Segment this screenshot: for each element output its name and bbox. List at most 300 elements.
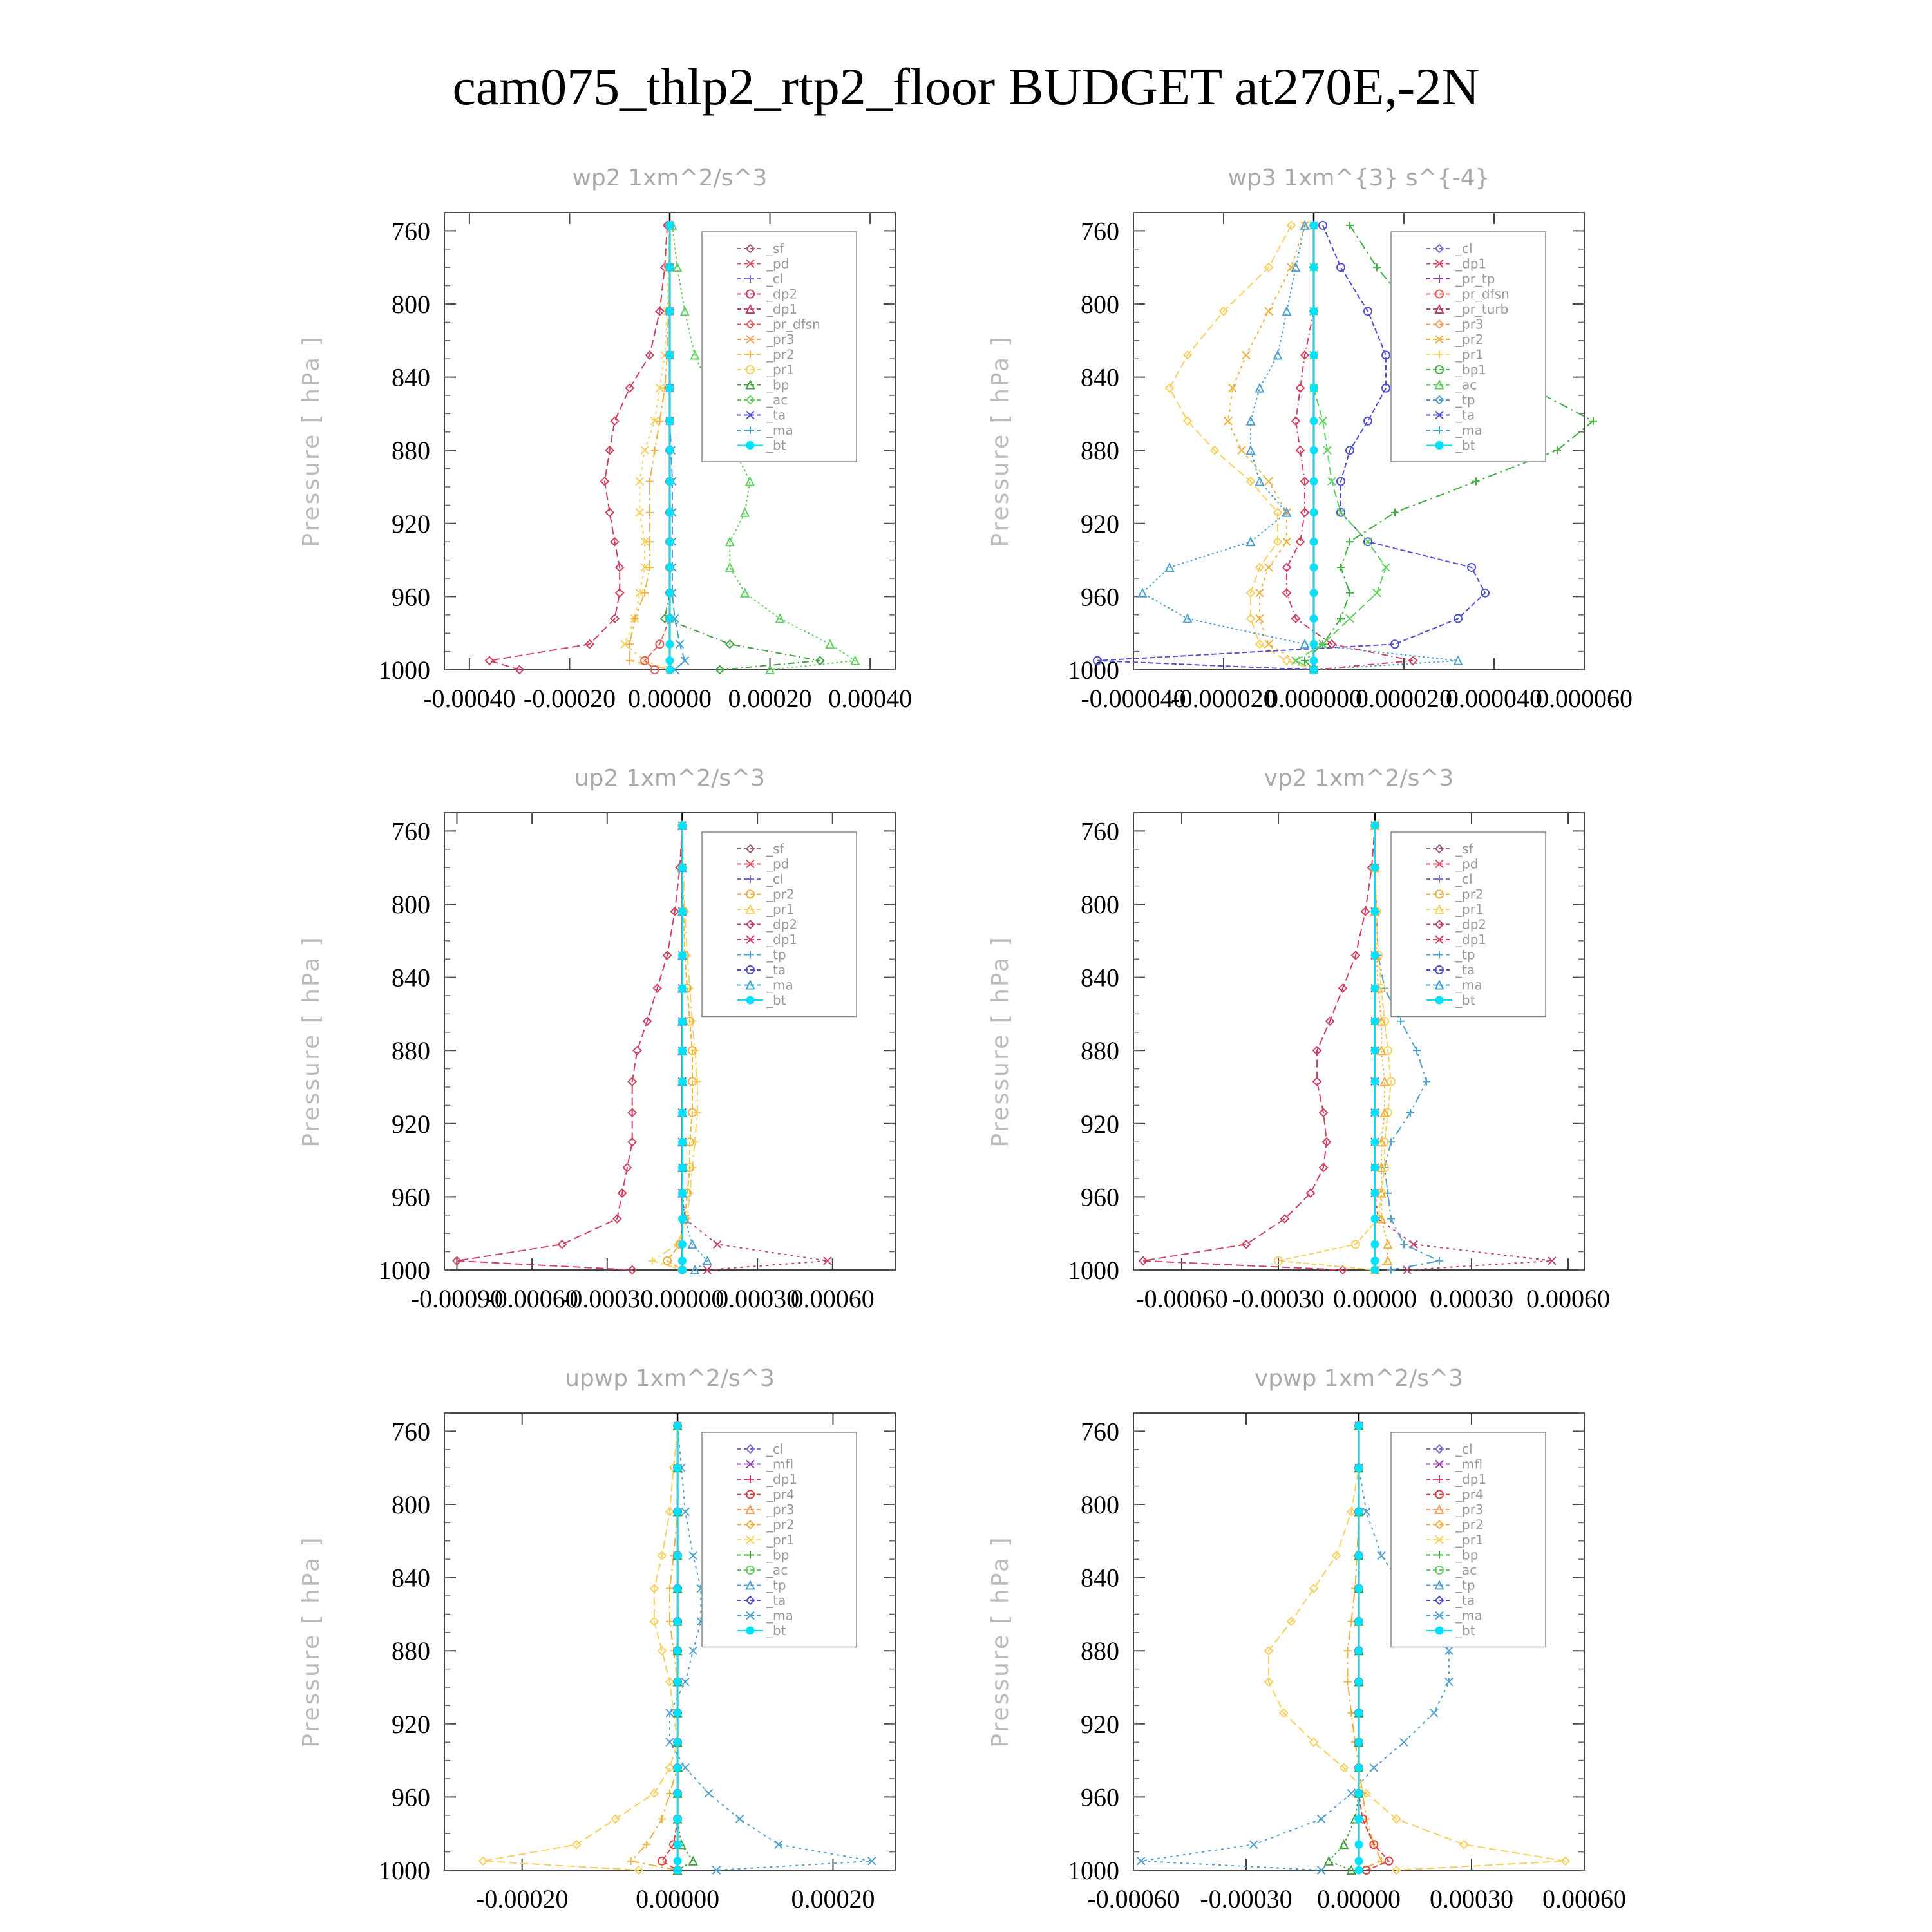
legend-label: _pr3	[766, 1502, 795, 1517]
legend-label: _pr_dfsn	[766, 316, 820, 332]
data-point	[1242, 352, 1250, 359]
chart-panel	[987, 765, 1610, 1313]
data-point	[1435, 1257, 1443, 1265]
data-point	[1344, 1678, 1352, 1685]
data-point	[1430, 1709, 1438, 1717]
data-point	[1472, 477, 1480, 485]
data-point	[1319, 222, 1327, 229]
data-point	[1413, 1046, 1421, 1054]
legend-label: _sf	[766, 241, 784, 256]
data-point	[1371, 1257, 1379, 1265]
series-bt	[678, 822, 686, 1274]
data-point	[627, 1857, 635, 1865]
data-point	[1292, 657, 1300, 665]
data-point	[666, 564, 674, 571]
data-point	[746, 477, 753, 485]
data-point	[1435, 996, 1443, 1004]
data-point	[1371, 1266, 1379, 1274]
legend-label: _sf	[766, 841, 784, 857]
series-line	[630, 225, 670, 670]
data-point	[1371, 1018, 1379, 1025]
data-point	[674, 1709, 681, 1717]
legend	[702, 232, 857, 462]
series-line	[1143, 826, 1375, 1270]
data-point	[1256, 384, 1264, 392]
data-point	[1139, 589, 1146, 597]
legend-label: _ma	[766, 977, 793, 993]
data-point	[689, 1552, 697, 1560]
series-ac	[1292, 222, 1390, 674]
y-tick-label: 840	[392, 963, 430, 992]
legend-label: _ma	[1455, 977, 1482, 993]
data-point	[1371, 1189, 1379, 1197]
data-point	[1166, 384, 1173, 392]
series-line	[1170, 225, 1314, 670]
data-point	[1371, 1164, 1379, 1171]
data-point	[1265, 640, 1273, 648]
data-point	[1344, 1647, 1352, 1654]
legend-label: _ma	[766, 422, 793, 438]
data-point	[681, 657, 688, 665]
series-bt	[1355, 1422, 1363, 1874]
data-point	[1238, 446, 1245, 454]
legend-label: _pr3	[766, 332, 795, 347]
data-point	[1355, 1738, 1363, 1746]
legend-label: _bp1	[1455, 362, 1487, 377]
data-point	[666, 1738, 674, 1746]
data-point	[666, 1764, 674, 1772]
legend-label: _cl	[766, 271, 784, 287]
data-point	[666, 263, 674, 271]
legend-label: _dp1	[1455, 932, 1487, 947]
x-tick-label: -0.00030	[1200, 1884, 1293, 1913]
data-point	[1406, 1109, 1414, 1117]
data-point	[1283, 538, 1291, 545]
legend	[1391, 232, 1546, 462]
series-bt	[1371, 822, 1379, 1274]
data-point	[1247, 446, 1255, 454]
y-tick-label: 760	[392, 216, 430, 246]
y-tick-label: 960	[392, 1783, 430, 1812]
data-point	[674, 1464, 681, 1472]
x-tick-label: -0.00060	[1087, 1884, 1180, 1913]
x-tick-label: 0.000060	[1536, 684, 1633, 713]
data-point	[726, 564, 734, 571]
data-point	[666, 657, 674, 665]
legend-label: _bt	[1455, 1623, 1475, 1638]
series-pr2	[1344, 1422, 1386, 1874]
x-tick-label: -0.00030	[1232, 1284, 1325, 1313]
series-line	[1359, 1426, 1389, 1870]
series-pr2	[1224, 222, 1318, 674]
legend	[1391, 832, 1546, 1017]
chart-panel	[298, 1365, 895, 1913]
legend-label: _pr1	[1455, 1532, 1484, 1548]
data-point	[741, 509, 749, 516]
x-tick-label: -0.000040	[1081, 684, 1186, 713]
panel-title: vp2 1xm^2/s^3	[1264, 765, 1454, 791]
chart-panel	[298, 765, 895, 1313]
legend-label: _bt	[1455, 437, 1475, 453]
data-point	[1224, 417, 1232, 425]
legend-label: _mfl	[1455, 1456, 1483, 1472]
data-point	[1355, 1585, 1363, 1593]
data-point	[1373, 263, 1381, 271]
y-tick-label: 1000	[1068, 1856, 1119, 1885]
legend-label: _tp	[766, 947, 786, 963]
figure-title: cam075_thlp2_rtp2_floor BUDGET at270E,-2N	[452, 57, 1480, 116]
legend-label: _pr_turb	[1455, 301, 1509, 317]
data-point	[674, 1790, 681, 1797]
data-point	[1370, 1764, 1378, 1772]
series-line	[483, 1426, 677, 1870]
legend-label: _tp	[1455, 392, 1475, 408]
legend-label: _dp2	[766, 286, 798, 302]
data-point	[1310, 1585, 1318, 1593]
legend-label: _pr_dfsn	[1455, 286, 1510, 302]
data-point	[1371, 1240, 1379, 1248]
data-point	[1355, 1841, 1363, 1848]
legend-label: _ma	[1455, 422, 1482, 438]
y-tick-label: 880	[1081, 1036, 1119, 1066]
data-point	[1371, 1077, 1379, 1085]
y-tick-label: 1000	[1068, 656, 1119, 685]
y-tick-label: 760	[1081, 817, 1119, 846]
data-point	[666, 538, 674, 545]
x-tick-label: 0.00030	[1430, 1884, 1513, 1913]
data-point	[1310, 417, 1318, 425]
data-point	[1247, 538, 1255, 545]
data-point	[678, 1257, 686, 1265]
x-tick-label: 0.000040	[1446, 684, 1542, 713]
data-point	[641, 446, 649, 454]
data-point	[1355, 1790, 1363, 1797]
data-point	[678, 864, 686, 871]
x-tick-label: 0.00000	[1333, 1284, 1417, 1313]
y-tick-label: 960	[1081, 582, 1119, 612]
data-point	[678, 822, 686, 829]
data-point	[1310, 640, 1318, 648]
data-point	[678, 1109, 686, 1117]
data-point	[1364, 538, 1372, 545]
chart-panel	[987, 1365, 1626, 1913]
y-axis-label: Pressure [ hPa ]	[298, 935, 325, 1148]
legend-label: _pr4	[766, 1486, 795, 1502]
legend	[1391, 1432, 1546, 1647]
data-point	[1355, 1647, 1363, 1654]
data-point	[1371, 822, 1379, 829]
data-point	[678, 1240, 686, 1248]
legend-label: _bp	[766, 1547, 790, 1563]
data-point	[1325, 1857, 1332, 1865]
series-line	[645, 225, 670, 670]
x-tick-label: -0.00090	[410, 1284, 504, 1313]
legend-label: _pr1	[766, 1532, 795, 1548]
data-point	[1355, 1764, 1363, 1772]
data-point	[658, 1815, 666, 1823]
data-point	[1310, 384, 1318, 392]
legend-label: _cl	[766, 1441, 784, 1457]
data-point	[1397, 1018, 1405, 1025]
data-point	[1310, 477, 1318, 485]
chart-panel	[987, 165, 1633, 713]
y-tick-label: 880	[1081, 1636, 1119, 1666]
data-point	[674, 1552, 681, 1560]
legend-label: _mfl	[766, 1456, 794, 1472]
data-point	[651, 446, 659, 454]
data-point	[1387, 1266, 1395, 1274]
y-tick-label: 920	[392, 1109, 430, 1139]
data-point	[676, 640, 684, 648]
legend-label: _dp2	[766, 916, 798, 933]
data-point	[674, 1841, 681, 1848]
legend-label: _pr1	[1455, 346, 1484, 363]
legend-label: _ac	[766, 1562, 788, 1578]
data-point	[689, 1647, 697, 1654]
data-point	[1310, 657, 1318, 665]
data-point	[1310, 564, 1318, 571]
data-point	[1346, 614, 1354, 622]
legend-label: _cl	[1455, 871, 1473, 887]
y-axis-label: Pressure [ hPa ]	[987, 335, 1014, 547]
legend-label: _bt	[766, 437, 786, 453]
series-line	[1329, 1426, 1359, 1870]
data-point	[658, 1857, 666, 1865]
data-point	[674, 1866, 681, 1874]
y-tick-label: 1000	[1068, 1256, 1119, 1285]
x-tick-label: -0.00030	[561, 1284, 654, 1313]
data-point	[1355, 1508, 1363, 1515]
y-axis-label: Pressure [ hPa ]	[987, 1535, 1014, 1748]
y-tick-label: 800	[1081, 890, 1119, 919]
legend-label: _pr1	[766, 362, 795, 377]
data-point	[1355, 1552, 1363, 1560]
legend-label: _pr2	[1455, 1517, 1484, 1533]
legend-label: _ta	[766, 1593, 786, 1608]
data-point	[681, 1508, 689, 1515]
y-axis-label: Pressure [ hPa ]	[987, 935, 1014, 1148]
data-point	[666, 666, 674, 674]
data-point	[678, 952, 686, 960]
data-point	[674, 1678, 681, 1685]
chart-panel	[298, 165, 912, 713]
data-point	[678, 1189, 686, 1197]
legend-label: _cl	[1455, 1441, 1473, 1457]
data-point	[1355, 1678, 1363, 1685]
data-point	[1310, 509, 1318, 516]
data-point	[674, 1585, 681, 1593]
data-point	[678, 1018, 686, 1025]
data-point	[674, 1857, 681, 1865]
panel-title: wp3 1xm^{3} s^{-4}	[1227, 165, 1490, 191]
data-point	[674, 1647, 681, 1654]
data-point	[1318, 1815, 1325, 1823]
data-point	[1256, 589, 1264, 597]
data-point	[666, 222, 674, 229]
data-point	[1310, 614, 1318, 622]
x-tick-label: -0.00040	[423, 684, 516, 713]
data-point	[1371, 985, 1379, 992]
legend-label: _pr1	[1455, 902, 1484, 917]
data-point	[1347, 1709, 1355, 1717]
y-tick-label: 960	[1081, 1182, 1119, 1212]
data-point	[746, 996, 754, 1004]
data-point	[666, 477, 674, 485]
y-tick-label: 920	[1081, 1109, 1119, 1139]
series-line	[1348, 1426, 1382, 1870]
y-tick-label: 880	[1081, 436, 1119, 466]
data-point	[674, 1618, 681, 1625]
data-point	[1310, 263, 1318, 271]
data-point	[1435, 1627, 1443, 1634]
legend-label: _tp	[766, 1577, 786, 1593]
data-point	[714, 1240, 721, 1248]
y-tick-label: 840	[1081, 1563, 1119, 1593]
data-point	[674, 1815, 681, 1823]
legend-label: _pr2	[1455, 332, 1484, 347]
legend-label: _tp	[1455, 1577, 1475, 1593]
series-pr1	[649, 822, 701, 1274]
data-point	[666, 417, 674, 425]
data-point	[674, 1508, 681, 1515]
data-point	[1371, 1109, 1379, 1117]
data-point	[678, 1077, 686, 1085]
data-point	[746, 1627, 754, 1634]
data-point	[646, 509, 654, 516]
legend-label: _pr3	[1455, 1502, 1484, 1517]
data-point	[1371, 864, 1379, 871]
y-tick-label: 840	[392, 363, 430, 392]
data-point	[1355, 1866, 1363, 1874]
x-tick-label: 0.00060	[1542, 1884, 1626, 1913]
series-bt	[674, 1422, 681, 1874]
data-point	[705, 1790, 712, 1797]
legend-label: _bt	[766, 1623, 786, 1638]
data-point	[678, 1215, 686, 1222]
data-point	[1382, 564, 1390, 571]
legend-label: _ma	[766, 1607, 793, 1624]
data-point	[666, 589, 674, 597]
data-point	[1340, 1841, 1348, 1848]
data-point	[1310, 538, 1318, 545]
x-tick-label: 0.00060	[1526, 1284, 1610, 1313]
y-tick-label: 880	[392, 436, 430, 466]
legend-label: _dp1	[766, 1472, 798, 1487]
data-point	[666, 352, 674, 359]
series-dp1	[453, 822, 686, 1274]
x-tick-label: 0.00060	[790, 1284, 875, 1313]
y-tick-label: 960	[1081, 1783, 1119, 1812]
legend-label: _dp1	[1455, 1472, 1487, 1487]
y-tick-label: 1000	[379, 1856, 430, 1885]
data-point	[678, 985, 686, 992]
data-point	[1310, 666, 1318, 674]
x-tick-label: 0.00020	[728, 684, 812, 713]
data-point	[1346, 589, 1354, 597]
legend-label: _dp1	[766, 932, 798, 947]
data-point	[1400, 1738, 1408, 1746]
legend-label: _dp2	[1455, 916, 1487, 933]
data-point	[1355, 1709, 1363, 1717]
legend-label: _pr4	[1455, 1486, 1484, 1502]
legend-label: _pr1	[766, 902, 795, 917]
data-point	[1355, 1815, 1363, 1823]
data-point	[666, 640, 674, 648]
y-tick-label: 880	[392, 1036, 430, 1066]
series-dp1	[486, 222, 671, 674]
y-tick-label: 800	[392, 290, 430, 319]
series-dp1	[1139, 822, 1379, 1274]
legend-label: _pr2	[1455, 886, 1484, 902]
x-tick-label: -0.00020	[476, 1884, 569, 1913]
data-point	[636, 509, 643, 516]
data-point	[1378, 1552, 1385, 1560]
data-point	[1371, 907, 1379, 915]
y-tick-label: 760	[1081, 216, 1119, 246]
x-tick-label: 0.000020	[1356, 684, 1452, 713]
series-line	[457, 826, 682, 1270]
data-point	[689, 1857, 697, 1865]
y-tick-label: 960	[392, 1182, 430, 1212]
legend-label: _cl	[766, 871, 784, 887]
data-point	[1347, 1618, 1355, 1625]
legend-label: _pr3	[1455, 316, 1484, 332]
series-pr1	[1166, 222, 1318, 674]
legend-label: _pd	[766, 856, 790, 872]
panel-title: vpwp 1xm^2/s^3	[1254, 1365, 1464, 1392]
legend-label: _ac	[1455, 1562, 1477, 1578]
y-tick-label: 880	[392, 1636, 430, 1666]
data-point	[626, 657, 634, 665]
legend-label: _pr2	[766, 886, 795, 902]
data-point	[678, 907, 686, 915]
data-point	[674, 1738, 681, 1746]
data-point	[1384, 1257, 1392, 1265]
data-point	[1346, 538, 1354, 545]
x-tick-label: 0.00000	[1317, 1884, 1401, 1913]
data-point	[1373, 589, 1381, 597]
y-tick-label: 760	[392, 1417, 430, 1446]
legend-label: _ma	[1455, 1607, 1482, 1624]
data-point	[666, 307, 674, 315]
data-point	[1265, 307, 1273, 315]
data-point	[746, 442, 754, 450]
data-point	[1355, 1618, 1363, 1625]
legend-label: _bt	[1455, 992, 1475, 1008]
data-point	[1387, 1215, 1395, 1222]
data-point	[1310, 222, 1318, 229]
data-point	[1310, 352, 1318, 359]
legend	[702, 1432, 857, 1647]
legend-label: _ta	[1455, 962, 1475, 978]
series-line	[1296, 225, 1386, 670]
data-point	[674, 1764, 681, 1772]
data-point	[666, 384, 674, 392]
data-point	[1337, 614, 1345, 622]
data-point	[826, 640, 834, 648]
data-point	[666, 614, 674, 622]
data-point	[666, 1790, 674, 1797]
data-point	[681, 1764, 689, 1772]
y-tick-label: 920	[1081, 509, 1119, 538]
legend-label: _pr2	[766, 346, 795, 363]
data-point	[1423, 1077, 1430, 1085]
x-tick-label: 0.00030	[715, 1284, 800, 1313]
data-point	[666, 1585, 674, 1593]
legend-label: _bp	[766, 377, 790, 393]
panel-title: wp2 1xm^2/s^3	[572, 165, 768, 191]
data-point	[666, 1618, 674, 1625]
